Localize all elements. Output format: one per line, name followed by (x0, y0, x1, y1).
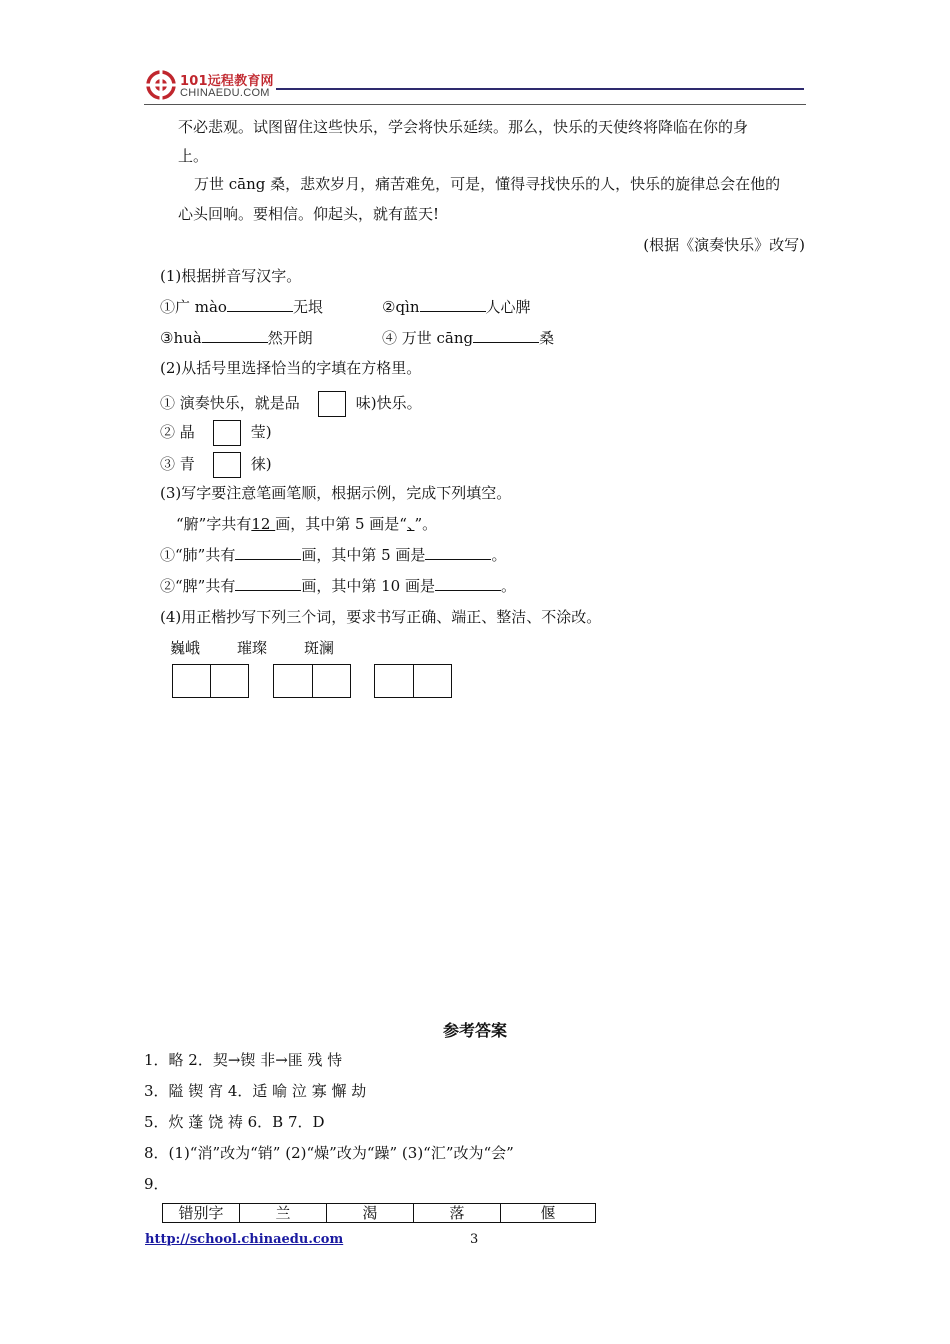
answer-blank[interactable] (425, 545, 491, 560)
table-row (163, 1204, 596, 1223)
q1-b-post: 人心脾 (485, 298, 531, 316)
passage-source: (根据《演奏快乐》改写) (643, 236, 805, 254)
q1-a-pre: ①广 mào (160, 298, 227, 316)
footer-link[interactable]: http://school.chinaedu.com (145, 1232, 344, 1247)
answer-blank[interactable] (473, 328, 539, 343)
q3-ex-mid: 画，其中第 5 画是“ (275, 515, 407, 533)
answer-box[interactable] (318, 391, 346, 417)
q2-item-a (160, 390, 422, 417)
q3-example (176, 514, 437, 534)
header-divider-top (276, 88, 804, 90)
logo-text-cn: 101远程教育网 (180, 74, 274, 89)
table-cell: 偃 (501, 1204, 596, 1223)
q1-c-pre: ③huà (160, 329, 202, 347)
q3-ex-num: 12 (251, 515, 276, 533)
question-title: (1)根据拼音写汉字。 (160, 267, 302, 285)
answer-line: 9． (144, 1175, 169, 1193)
passage-line: 心头回响。要相信。仰起头，就有蓝天! (178, 205, 440, 223)
q1-a-post: 无垠 (292, 298, 323, 316)
q1-b-pre: ②qìn (382, 298, 420, 316)
q3-item-b (160, 576, 516, 596)
answer-line: 8．(1)“消”改为“销” (2)“燥”改为“躁” (3)“汇”改为“会” (144, 1144, 514, 1162)
question-title: (2)从括号里选择恰当的字填在方格里。 (160, 359, 422, 377)
q2-c-pre: ③ 青 (160, 455, 195, 473)
table-cell: 错别字 (163, 1204, 240, 1223)
answer-line: 3．隘 锲 宵 4．适 喻 泣 寡 懈 劫 (144, 1082, 367, 1100)
table-cell: 落 (414, 1204, 501, 1223)
question-title: (4)用正楷抄写下列三个词，要求书写正确、端正、整洁、不涂改。 (160, 608, 602, 626)
q3-a-post: 。 (491, 546, 507, 564)
q3-ex-pre: “腑”字共有 (176, 515, 252, 533)
q3-ex-post: ”。 (414, 515, 438, 533)
answer-line: 5．炊 蓬 饶 祷 6．B 7．D (144, 1113, 325, 1131)
writing-box[interactable] (374, 664, 452, 698)
q3-item-a (160, 545, 506, 565)
q1-item-c (160, 328, 313, 348)
q2-c-post: 徕) (250, 455, 272, 473)
table-cell: 兰 (240, 1204, 327, 1223)
q1-item-b (382, 297, 531, 317)
page-number: 3 (470, 1232, 479, 1247)
q2-b-pre: ② 晶 (160, 423, 195, 441)
q2-a-pre: ① 演奏快乐，就是品 (160, 394, 300, 412)
answer-blank[interactable] (435, 576, 501, 591)
passage-line: 不必悲观。试图留住这些快乐，学会将快乐延续。那么，快乐的天使终将降临在你的身 (178, 118, 749, 136)
answer-blank[interactable] (202, 328, 268, 343)
q1-d-post: 桑 (539, 329, 555, 347)
header-divider (144, 104, 806, 105)
typo-table (162, 1203, 596, 1223)
logo-text-en: CHINAEDU.COM (180, 87, 270, 99)
q2-a-post: 味)快乐。 (355, 394, 422, 412)
passage-line: 万世 cāng 桑，悲欢岁月，痛苦难免，可是，懂得寻找快乐的人，快乐的旋律总会在他的 (194, 175, 781, 193)
writing-box[interactable] (172, 664, 249, 698)
q3-b-mid: 画，其中第 10 画是 (301, 577, 435, 595)
q1-c-post: 然开朗 (267, 329, 313, 347)
q1-item-d (382, 328, 554, 348)
answers-title: 参考答案 (442, 1021, 507, 1040)
passage-line: 上。 (178, 147, 209, 165)
table-cell: 渴 (327, 1204, 414, 1223)
q4-word: 巍峨 (170, 639, 201, 657)
q2-item-b (160, 419, 272, 446)
q3-b-pre: ②“脾”共有 (160, 577, 236, 595)
q3-a-pre: ①“肺”共有 (160, 546, 236, 564)
site-logo (146, 70, 276, 104)
q2-b-post: 莹) (250, 423, 272, 441)
q4-word: 斑澜 (304, 639, 335, 657)
q3-ex-stroke: 、 (406, 515, 415, 533)
q4-word: 璀璨 (237, 639, 268, 657)
answer-blank[interactable] (235, 545, 301, 560)
logo-mark-icon (146, 70, 176, 100)
q2-item-c (160, 451, 272, 478)
answer-box[interactable] (213, 420, 241, 446)
answer-blank[interactable] (227, 297, 293, 312)
q3-a-mid: 画，其中第 5 画是 (301, 546, 426, 564)
answer-blank[interactable] (420, 297, 486, 312)
writing-box[interactable] (273, 664, 351, 698)
question-title: (3)写字要注意笔画笔顺，根据示例，完成下列填空。 (160, 484, 512, 502)
answer-line: 1．略 2．契→锲 非→匪 残 恃 (144, 1051, 343, 1069)
q1-item-a (160, 297, 323, 317)
q3-b-post: 。 (500, 577, 516, 595)
answer-blank[interactable] (235, 576, 301, 591)
answer-box[interactable] (213, 452, 241, 478)
q1-d-pre: ④ 万世 cāng (382, 329, 474, 347)
